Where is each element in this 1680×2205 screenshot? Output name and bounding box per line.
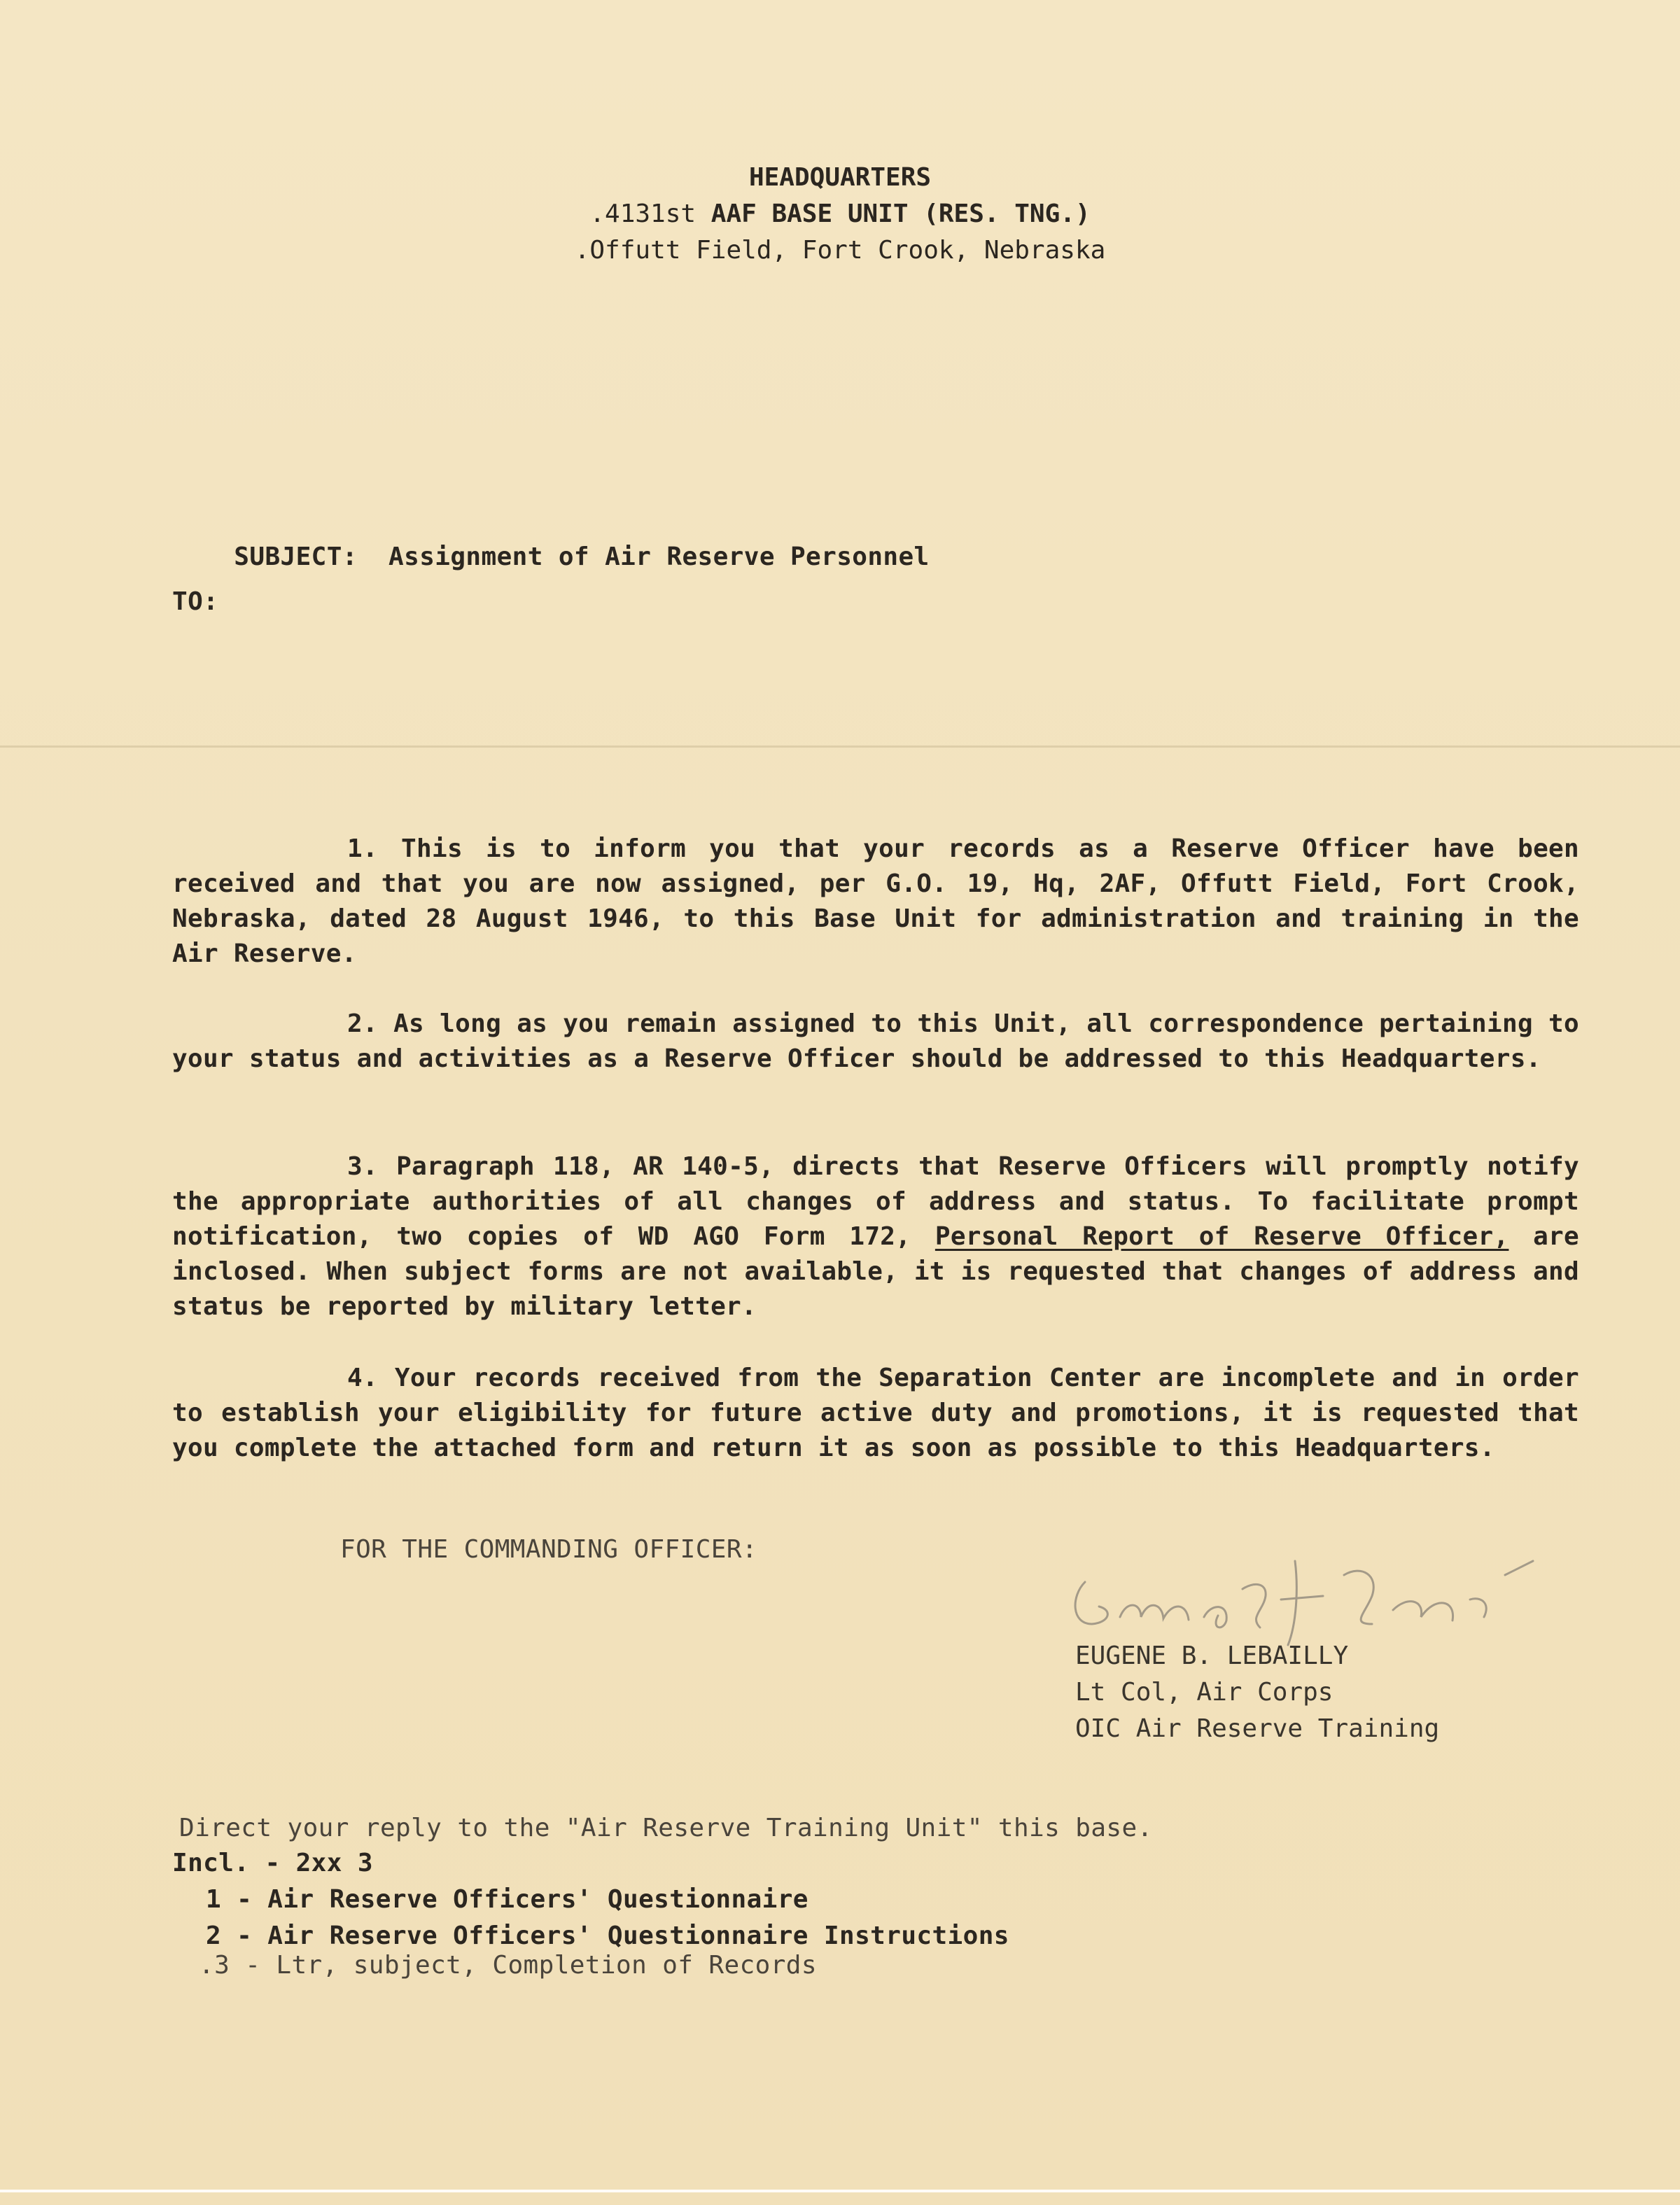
- paragraph-2-text: 2. As long as you remain assigned to this Unit, all correspondence pertaining to your status and activities as a Reserve Officer should be addressed to this Headquarters.: [172, 1009, 1579, 1073]
- header-unit: [0, 202, 1680, 227]
- paragraph-3-text-a: 3. Paragraph 118, AR 140-5, directs that Reserve Officers will promptly notify the appropriate authorities of all changes of address and status. To facilitate prompt notification, two copies of WD AGO Form 172,: [172, 1152, 1579, 1251]
- form-title-underlined: Personal Report of Reserve Officer,: [934, 1222, 1509, 1251]
- inclosure-item-2: 2 - Air Reserve Officers' Questionnaire Instructions: [206, 1921, 1009, 1950]
- signer-name: EUGENE B. LEBAILLY: [1075, 1642, 1349, 1670]
- inclosure-count: Incl. - 2xx 3: [172, 1849, 373, 1877]
- paragraph-3-text-b: are inclosed. When subject forms are not available, it is requested that changes of address and status be reported by military letter.: [172, 1222, 1579, 1321]
- header-unit-number: .4131st: [589, 200, 696, 228]
- page-edge: [0, 2190, 1680, 2192]
- reply-instruction: Direct your reply to the "Air Reserve Training Unit" this base.: [179, 1814, 1153, 1842]
- paragraph-1-text: 1. This is to inform you that your records as a Reserve Officer have been received and that you are now assigned, per G.O. 19, Hq, 2AF, Offutt Field, Fort Crook, Nebraska, dated 28 August 1946, to this Base Unit for administration and training in the Air Reserve.: [172, 834, 1579, 968]
- header-headquarters: HEADQUARTERS: [748, 163, 932, 192]
- paragraph-2: [172, 1007, 1579, 1077]
- inclosure-item-1: 1 - Air Reserve Officers' Questionnaire: [206, 1885, 808, 1914]
- inclosure-item-3: .3 - Ltr, subject, Completion of Records: [199, 1951, 817, 1980]
- signer-title: OIC Air Reserve Training: [1075, 1714, 1440, 1743]
- paragraph-3: [172, 1149, 1579, 1324]
- paper-fold-line: [0, 746, 1680, 748]
- header-location: .Offutt Field, Fort Crook, Nebraska: [574, 236, 1106, 265]
- to-label: TO:: [172, 587, 219, 616]
- paragraph-1: [172, 832, 1579, 972]
- paragraph-4-text: 4. Your records received from the Separation Center are incomplete and in order to establish your eligibility for future active duty and promotions, it is requested that you complete the attached form and return it as soon as possible to this Headquarters.: [172, 1364, 1579, 1462]
- subject-text: Assignment of Air Reserve Personnel: [388, 542, 930, 571]
- header-unit-name: AAF BASE UNIT (RES. TNG.): [710, 200, 1091, 228]
- signer-rank: Lt Col, Air Corps: [1075, 1678, 1334, 1707]
- for-commanding-officer: FOR THE COMMANDING OFFICER:: [340, 1535, 757, 1564]
- subject-line: [172, 519, 930, 595]
- subject-label: SUBJECT:: [234, 542, 358, 571]
- paragraph-4: [172, 1361, 1579, 1466]
